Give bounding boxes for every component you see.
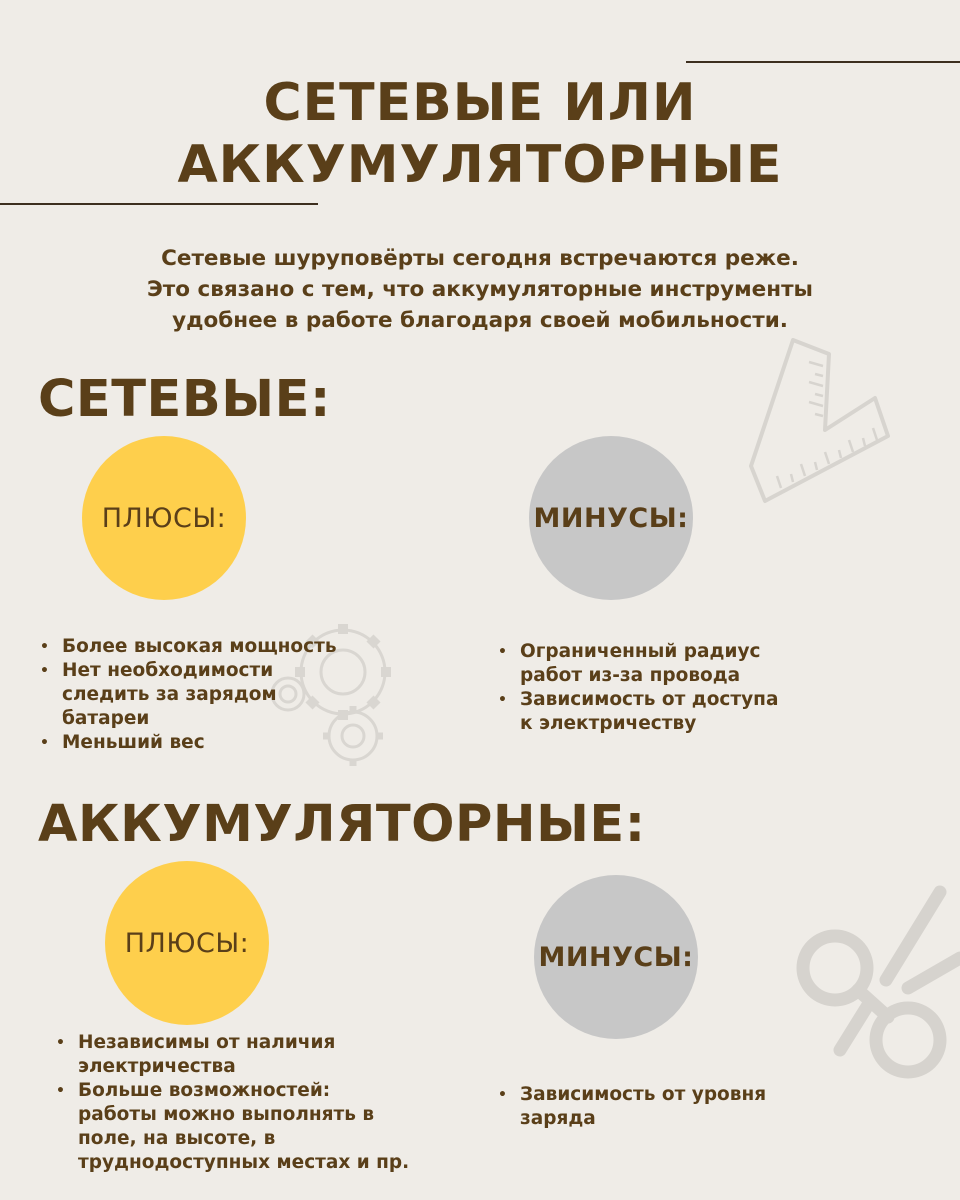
wired-cons-list xyxy=(496,640,816,736)
page-title xyxy=(0,72,960,196)
title-line-2: АККУМУЛЯТОРНЫЕ xyxy=(177,135,783,195)
cordless-pros-list xyxy=(54,1031,414,1175)
bullet-item xyxy=(496,1083,816,1131)
wired-pros-label: ПЛЮСЫ: xyxy=(101,502,227,534)
bullet-line: следить за зарядом xyxy=(62,684,277,705)
bullet-line: • Меньший вес xyxy=(62,732,205,753)
cordless-pros-label: ПЛЮСЫ: xyxy=(124,927,250,959)
cordless-cons-list xyxy=(496,1083,816,1131)
bullet-line: работ из-за провода xyxy=(520,665,741,686)
bullet-line: электричества xyxy=(78,1056,236,1077)
scissors-icon xyxy=(790,880,960,1100)
bullet-line: поле, на высоте, в xyxy=(78,1128,276,1149)
cordless-cons-circle xyxy=(534,875,698,1039)
title-line-1: СЕТЕВЫЕ ИЛИ xyxy=(263,73,697,133)
bullet-line: • Больше возможностей: xyxy=(78,1080,331,1101)
bullet-item xyxy=(38,731,368,755)
wired-pros-list xyxy=(38,635,368,755)
bullet-item xyxy=(38,635,368,659)
bullet-item xyxy=(54,1031,414,1079)
bullet-item xyxy=(496,688,816,736)
bullet-line: заряда xyxy=(520,1108,596,1129)
bullet-line: • Более высокая мощность xyxy=(62,636,337,657)
title-left-rule xyxy=(0,203,318,205)
bullet-item xyxy=(496,640,816,688)
intro-line-1: Сетевые шуруповёрты сегодня встречаются реже. xyxy=(161,246,799,271)
top-right-rule xyxy=(686,61,960,63)
bullet-line: • Зависимость от доступа xyxy=(520,689,779,710)
intro-line-3: удобнее в работе благодаря своей мобильности. xyxy=(172,308,788,333)
wired-heading: СЕТЕВЫЕ: xyxy=(38,370,331,429)
bullet-line: • Зависимость от уровня xyxy=(520,1084,767,1105)
bullet-line: труднодоступных местах и пр. xyxy=(78,1152,410,1173)
bullet-line: • Независимы от наличия xyxy=(78,1032,336,1053)
bullet-line: • Нет необходимости xyxy=(62,660,274,681)
bullet-item xyxy=(54,1079,414,1175)
intro-paragraph xyxy=(0,243,960,336)
ruler-corner-icon xyxy=(745,338,895,518)
cordless-heading: АККУМУЛЯТОРНЫЕ: xyxy=(38,795,646,854)
bullet-line: к электричеству xyxy=(520,713,697,734)
cordless-cons-label: МИНУСЫ: xyxy=(538,941,694,973)
bullet-item xyxy=(38,659,368,731)
cordless-pros-circle xyxy=(105,861,269,1025)
bullet-line: батареи xyxy=(62,708,150,729)
bullet-line: работы можно выполнять в xyxy=(78,1104,375,1125)
wired-cons-label: МИНУСЫ: xyxy=(533,502,689,534)
bullet-line: • Ограниченный радиус xyxy=(520,641,761,662)
wired-cons-circle xyxy=(529,436,693,600)
intro-line-2: Это связано с тем, что аккумуляторные инструменты xyxy=(146,277,814,302)
wired-pros-circle xyxy=(82,436,246,600)
